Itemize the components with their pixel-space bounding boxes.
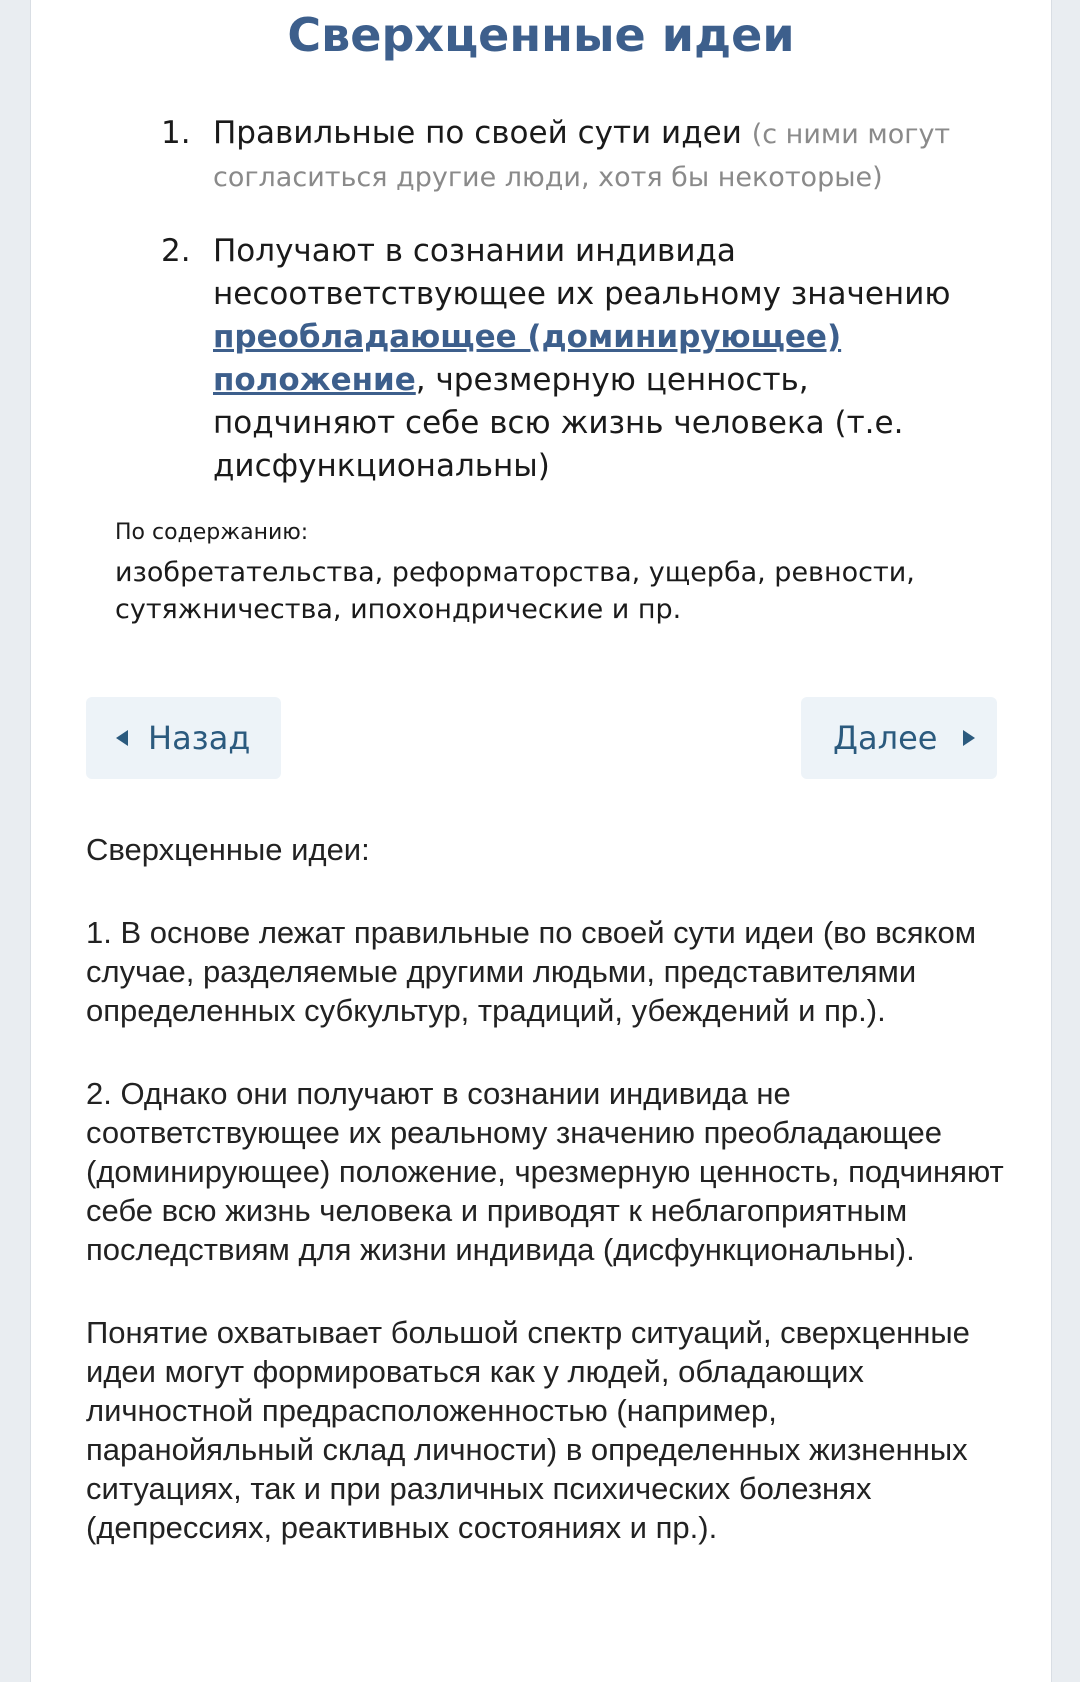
- next-button[interactable]: [801, 697, 997, 779]
- slide-item-text: Правильные по своей сути идеи: [213, 115, 742, 151]
- slide-content-section: [115, 518, 975, 628]
- slide-item-highlight: преобладающее (доминирующее) положение: [213, 319, 842, 398]
- slide-item-text: Получают в сознании индивида несоответствующее их реальному значению: [213, 233, 951, 312]
- next-button-label: Далее: [833, 719, 938, 757]
- back-button-label: Назад: [148, 719, 251, 757]
- slide-item-note: (с ними могут согласиться другие люди, хотя бы некоторые): [213, 119, 951, 193]
- triangle-left-icon: [116, 730, 128, 746]
- article-paragraph-3: Понятие охватывает большой спектр ситуаций, сверхценные идеи могут формироваться как у людей, обладающих личностной предрасположенностью (например, паранойяльный склад личности) в определенных жизненных ситуациях, так и при различных психических болезнях (депрессиях, реактивных состояниях и пр.).: [86, 1315, 970, 1545]
- slide-item-2: [131, 230, 991, 488]
- article-paragraph-1: 1. В основе лежат правильные по своей сути идеи (во всяком случае, разделяемые другими людьми, представителями определенных субкультур, традиций, убеждений и пр.).: [86, 915, 977, 1028]
- article-paragraph-2: 2. Однако они получают в сознании индивида не соответствующее их реальному значению преобладающее (доминирующее) положение, чрезмерную ценность, подчиняют себе всю жизнь человека и приводят к неблагоприятным последствиям для жизни индивида (дисфункциональны).: [86, 1076, 1004, 1267]
- slide-item-number: 2.: [161, 233, 191, 269]
- article-text: [86, 830, 1006, 1591]
- back-button[interactable]: [86, 697, 281, 779]
- slide-item-text-after: , чрезмерную ценность, подчиняют себе всю жизнь человека (т.е. дисфункциональны): [213, 362, 904, 484]
- article-heading: Сверхценные идеи:: [86, 832, 370, 867]
- content-label: По содержанию:: [115, 520, 309, 545]
- slide-title: Сверхценные идеи: [287, 8, 795, 62]
- slide-item-1: [131, 112, 991, 198]
- content-list: изобретательства, реформаторства, ущерба, ревности, сутяжничества, ипохондрические и пр.: [115, 557, 915, 625]
- page-container: [30, 0, 1052, 1682]
- slide-item-number: 1.: [161, 115, 191, 151]
- slide-list: [131, 112, 991, 520]
- triangle-right-icon: [963, 730, 975, 746]
